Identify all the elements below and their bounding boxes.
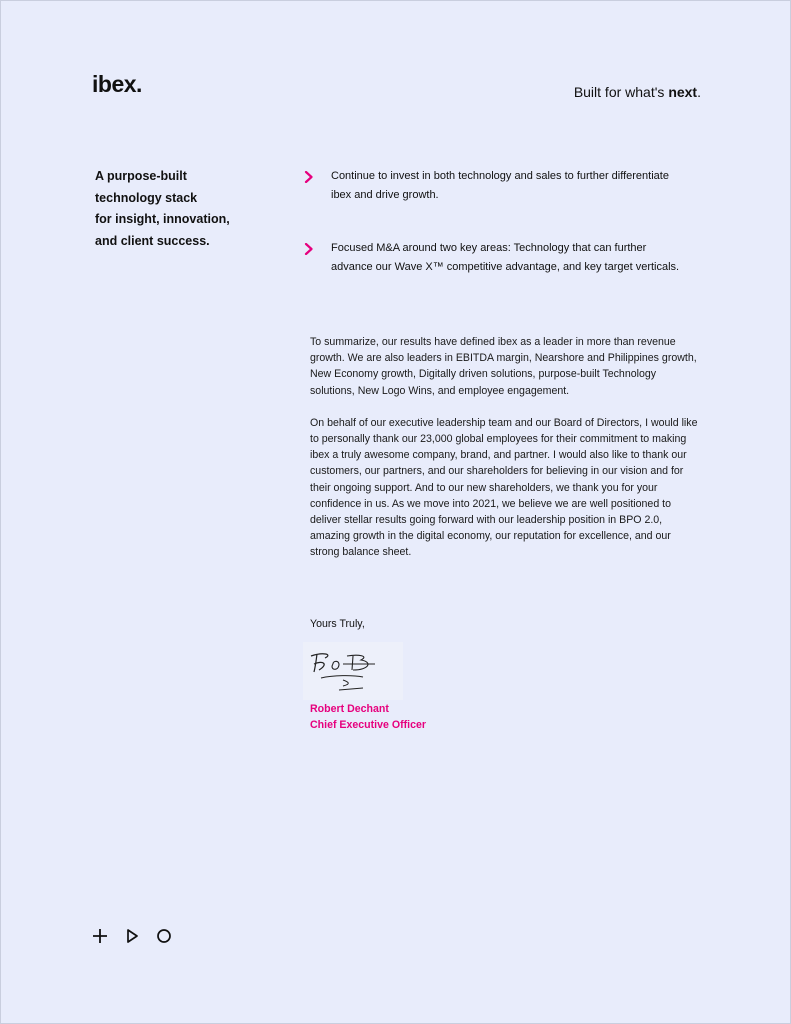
body-paragraph: To summarize, our results have defined ibex as a leader in more than revenue growth. We are also leaders in EBITDA margin, Nearshore and Philippines growth, New Economy growth, Digitally driven solutions, purpose-built Technology solutions, New Logo Wins, and employee engagement.	[310, 336, 697, 397]
circle-icon	[155, 927, 173, 945]
tagline-suffix: .	[697, 84, 701, 100]
bullet-item	[304, 239, 684, 278]
plus-icon	[91, 927, 109, 945]
side-heading-line: technology stack	[95, 190, 198, 205]
tagline	[574, 84, 701, 100]
signatory-name: Robert Dechant	[310, 703, 389, 715]
chevron-right-icon	[304, 243, 314, 255]
body-paragraph: On behalf of our executive leadership team and our Board of Directors, I would like to personally thank our 23,000 global employees for their commitment to making ibex a truly awesome company, brand, and partner. I would also like to thank our customers, our partners, and our shareholders for believing in our vision and for their ongoing support. And to our new shareholders, we thank you for your confidence in us. As we move into 2021, we believe we are well positioned to deliver stellar results going forward with our leadership position in BPO 2.0, amazing growth in the digital economy, our reputation for excellence, and our strong balance sheet.	[310, 416, 698, 559]
bullet-list	[304, 167, 684, 277]
ibex-logo: ibex.	[92, 71, 142, 97]
side-heading-line: for insight, innovation,	[95, 212, 230, 226]
signatory	[310, 701, 426, 733]
chevron-right-icon	[304, 171, 314, 183]
bullet-item	[304, 167, 684, 206]
bullet-text: Continue to invest in both technology and sales to further differentiate ibex and drive growth.	[331, 170, 669, 202]
letter-body	[310, 334, 700, 577]
bullet-text: Focused M&A around two key areas: Technology that can further advance our Wave X™ competitive advantage, and key target verticals.	[331, 241, 680, 273]
closing-line: Yours Truly,	[310, 618, 365, 630]
decorative-controls	[91, 927, 173, 945]
side-heading	[95, 166, 265, 252]
side-heading-line: and client success.	[95, 233, 210, 248]
play-icon	[123, 927, 141, 945]
tagline-bold: next	[668, 84, 698, 100]
side-heading-line: A purpose-built	[95, 169, 187, 183]
tagline-prefix: Built for what's	[573, 84, 669, 100]
signature-image	[303, 642, 403, 700]
signatory-title: Chief Executive Officer	[310, 719, 426, 731]
